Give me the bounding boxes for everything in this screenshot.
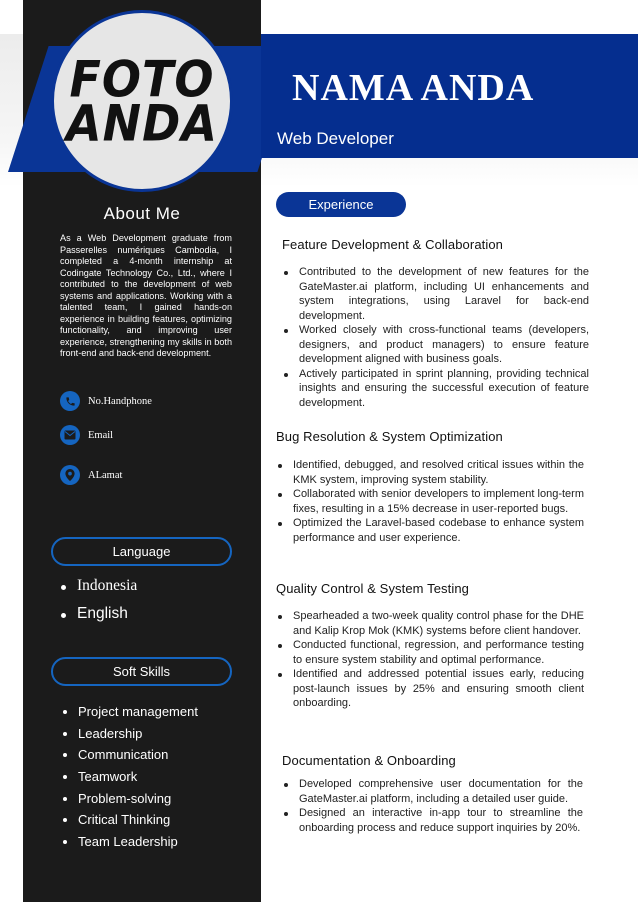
bullet-item: Identified and addressed potential issues early, reducing post-launch issues by 25% and ensuring smooth client onboarding. [275,667,584,711]
section-title: Documentation & Onboarding [282,753,456,768]
experience-heading: Experience [276,192,406,217]
language-item: Indonesia [60,575,137,603]
section-title: Bug Resolution & System Optimization [276,429,503,444]
soft-skills-heading: Soft Skills [51,657,232,686]
contact-email-label: Email [88,429,114,441]
section-bullets [275,609,584,711]
candidate-name: NAMA ANDA [292,67,535,109]
candidate-role: Web Developer [277,129,394,148]
section-title: Quality Control & System Testing [276,581,469,596]
bullet-item: Identified, debugged, and resolved critical issues within the KMK system, improving system stability. [275,458,584,487]
contact-phone [60,391,152,411]
photo-label-line2: ANDA [66,93,218,153]
skill-item: Team Leadership [62,832,198,854]
about-text: As a Web Development graduate from Passerelles numériques Cambodia, I completed a 4-month internship at Codingate Technology Co., Ltd., where I contributed to the development of web systems and applications. Working with a talented team, I gained hands-on experience in building features, optimizing functionality, and improving user experience, strengthening my skills in both front-end and back-end development. [60,233,232,359]
contact-phone-label: No.Handphone [88,395,152,407]
section-title: Feature Development & Collaboration [282,237,504,252]
bullet-item: Actively participated in sprint planning, providing technical insights and ensuring the successful execution of feature development. [281,367,589,411]
bullet-item: Worked closely with cross-functional teams (developers, designers, and product managers) to ensure feature development aligned with business goals. [281,323,589,367]
bullet-item: Collaborated with senior developers to implement long-term fixes, resulting in a 15% decrease in user-reported bugs. [275,487,584,516]
bullet-item: Contributed to the development of new features for the GateMaster.ai platform, including UI enhancements and system integrations, using Laravel for back-end development. [281,265,589,323]
about-title: About Me [103,204,181,223]
bullet-item: Spearheaded a two-week quality control phase for the DHE and Kalip Krop Mok (KMK) systems before client handover. [275,609,584,638]
photo-placeholder [51,10,233,192]
skill-item: Project management [62,702,198,724]
section-bullets [275,458,584,545]
contact-email [60,425,113,445]
photo-label-line1: FOTO [69,49,215,109]
language-list [60,575,137,631]
location-pin-icon [60,465,80,485]
section-bullets [281,777,583,835]
bullet-item: Developed comprehensive user documentation for the GateMaster.ai platform, including a detailed user guide. [281,777,583,806]
contact-address [60,465,122,485]
skill-item: Critical Thinking [62,810,198,832]
language-item: English [60,603,137,631]
skill-item: Leadership [62,724,198,746]
contact-address-label: ALamat [88,469,123,481]
skill-item: Problem-solving [62,789,198,811]
soft-skills-list [62,702,198,854]
phone-icon [60,391,80,411]
bullet-item: Optimized the Laravel-based codebase to enhance system performance and user experience. [275,516,584,545]
skill-item: Communication [62,745,198,767]
section-bullets [281,265,589,410]
skill-item: Teamwork [62,767,198,789]
language-heading: Language [51,537,232,566]
email-icon [60,425,80,445]
bullet-item: Conducted functional, regression, and performance testing to ensure system stability and optimal performance. [275,638,584,667]
bullet-item: Designed an interactive in-app tour to streamline the onboarding process and reduce support inquiries by 20%. [281,806,583,835]
